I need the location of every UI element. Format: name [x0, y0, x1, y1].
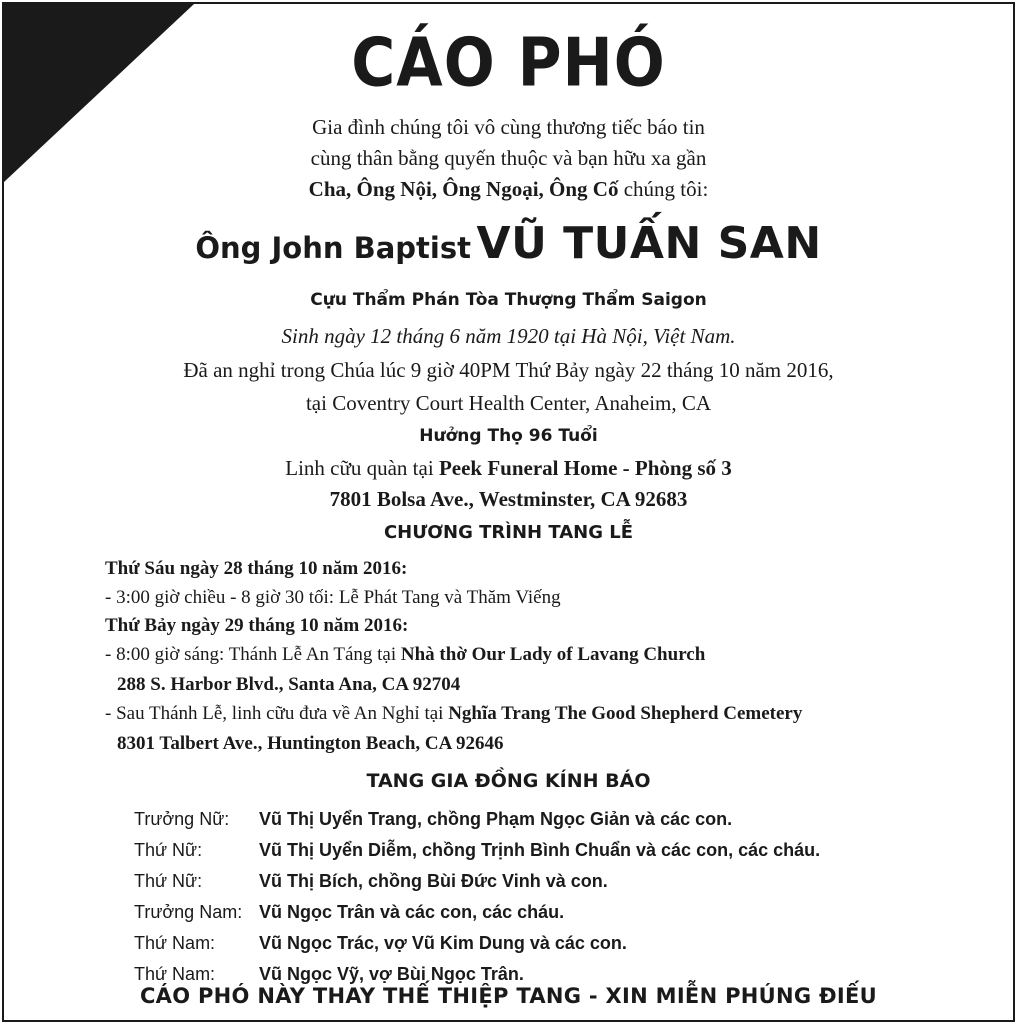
cemetery-name: Nghĩa Trang The Good Shepherd Cemetery	[448, 703, 803, 724]
deceased-position: Cựu Thẩm Phán Tòa Thượng Thẩm Saigon	[310, 290, 707, 310]
family-member-role: Thứ Nữ:	[134, 840, 203, 860]
family-member-name: Vũ Thị Uyển Diễm, chồng Trịnh Bình Chuẩn và các con, các cháu.	[259, 840, 821, 860]
intro-line-3	[4, 174, 1013, 204]
deceased-name: VŨ TUẤN SAN	[476, 218, 822, 269]
age-info: Hưởng Thọ 96 Tuổi	[419, 426, 598, 446]
family-member-role: Thứ Nam:	[134, 933, 216, 953]
deceased-name-line	[4, 218, 1013, 269]
funeral-home-address: 7801 Bolsa Ave., Westminster, CA 92683	[329, 487, 688, 511]
family-member-role: Trưởng Nam:	[134, 902, 243, 922]
family-member-name: Vũ Ngọc Trân và các con, các cháu.	[259, 902, 565, 922]
program-day-2: Thứ Bảy ngày 29 tháng 10 năm 2016:	[105, 615, 409, 636]
notice-footer: CÁO PHÓ NÀY THAY THẾ THIỆP TANG - XIN MIỄN PHÚNG ĐIẾU	[139, 984, 878, 1008]
notice-title: CÁO PHÓ	[351, 24, 666, 103]
relation-list: Cha, Ông Nội, Ông Ngoại, Ông Cố	[308, 177, 619, 201]
program-day-1: Thứ Sáu ngày 28 tháng 10 năm 2016:	[105, 558, 408, 579]
program-day-1-item: - 3:00 giờ chiều - 8 giờ 30 tối: Lễ Phát Tang và Thăm Viếng	[105, 587, 561, 608]
intro-line-3-rest: chúng tôi:	[618, 177, 709, 201]
intro-line-2: cùng thân bằng quyến thuộc và bạn hữu xa gần	[310, 146, 707, 170]
death-info-line-2: tại Coventry Court Health Center, Anaheim, CA	[305, 391, 712, 415]
family-member-row	[134, 928, 820, 959]
church-address: 288 S. Harbor Blvd., Santa Ana, CA 92704	[117, 674, 461, 695]
family-member-name: Vũ Ngọc Vỹ, vợ Bùi Ngọc Trân.	[259, 964, 524, 984]
family-member-name: Vũ Thị Uyển Trang, chồng Phạm Ngọc Giản và các con.	[259, 809, 733, 829]
family-member-name: Vũ Ngọc Trác, vợ Vũ Kim Dung và các con.	[259, 933, 627, 953]
viewing-location	[4, 456, 1013, 481]
mass-info	[105, 644, 705, 666]
family-member-row	[134, 835, 820, 866]
funeral-home-name: Peek Funeral Home - Phòng số 3	[438, 456, 732, 480]
program-heading: CHƯƠNG TRÌNH TANG LỄ	[383, 522, 634, 543]
deceased-name-prefix: Ông John Baptist	[195, 231, 471, 265]
death-info-line-1: Đã an nghỉ trong Chúa lúc 9 giờ 40PM Thứ Bảy ngày 22 tháng 10 năm 2016,	[183, 358, 834, 382]
burial-prefix: - Sau Thánh Lễ, linh cữu đưa về An Nghỉ tại	[105, 703, 449, 724]
intro-line-1: Gia đình chúng tôi vô cùng thương tiếc báo tin	[312, 115, 705, 139]
obituary-notice	[2, 2, 1015, 1022]
family-member-row	[134, 897, 820, 928]
mass-prefix: - 8:00 giờ sáng: Thánh Lễ An Táng tại	[105, 644, 401, 665]
church-name: Nhà thờ Our Lady of Lavang Church	[400, 644, 706, 665]
cemetery-address: 8301 Talbert Ave., Huntington Beach, CA 92646	[117, 733, 504, 754]
family-member-role: Trưởng Nữ:	[134, 809, 230, 829]
family-members-list	[134, 804, 820, 990]
family-member-row	[134, 866, 820, 897]
family-member-row	[134, 804, 820, 835]
family-member-role: Thứ Nam:	[134, 964, 216, 984]
family-member-name: Vũ Thị Bích, chồng Bùi Đức Vinh và con.	[259, 871, 608, 891]
burial-info	[105, 703, 802, 725]
family-heading: TANG GIA ĐỒNG KÍNH BÁO	[366, 770, 651, 792]
family-member-role: Thứ Nữ:	[134, 871, 203, 891]
birth-info: Sinh ngày 12 tháng 6 năm 1920 tại Hà Nội, Việt Nam.	[281, 324, 736, 348]
viewing-prefix: Linh cữu quàn tại	[285, 456, 439, 480]
